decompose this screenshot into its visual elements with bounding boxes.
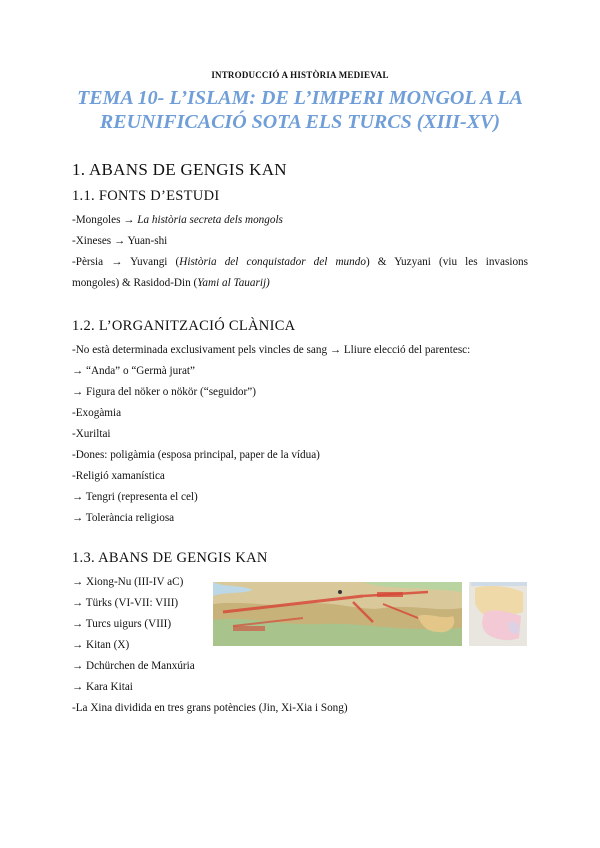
people-line: → Kara Kitai [72, 681, 133, 693]
people-line: → Türks (VI-VII: VIII) [72, 597, 179, 609]
source-mongoles: -Mongoles → La història secreta dels mongols [72, 214, 283, 226]
people-line: → Dchürchen de Manxúria [72, 660, 195, 672]
people-line: → Xiong-Nu (III-IV aC) [72, 576, 184, 588]
clan-line: -Religió xamanística [72, 470, 165, 482]
clan-line: -Exogàmia [72, 407, 122, 419]
source-xineses: -Xineses → Yuan-shi [72, 235, 168, 247]
clan-line: → Tolerància religiosa [72, 512, 175, 524]
clan-line: -Dones: poligàmia (esposa principal, paper de la vídua) [72, 449, 320, 461]
page-title [60, 86, 540, 134]
clan-line: → “Anda” o “Germà jurat” [72, 365, 196, 377]
china-map-image [469, 582, 527, 646]
section-1-3-heading: 1.3. ABANS DE GENGIS KAN [72, 550, 268, 566]
people-line: → Turcs uigurs (VIII) [72, 618, 172, 630]
source-persia-line2: mongoles) & Rasidod-Din (Yami al Tauarij) [72, 277, 270, 289]
clan-line: -No està determinada exclusivament pels vincles de sang → Lliure elecció del parentesc: [72, 344, 471, 356]
source-persia-line1: -Pèrsia → Yuvangi (Història del conquistador del mundo) & Yuzyani (viu les invasions [72, 256, 528, 268]
section-1-heading: 1. ABANS DE GENGIS KAN [72, 160, 287, 179]
title-line-2: REUNIFICACIÓ SOTA ELS TURCS (XIII-XV) [99, 111, 501, 133]
section-1-2-heading: 1.2. L’ORGANITZACIÓ CLÀNICA [72, 318, 296, 334]
section-1-1-heading: 1.1. FONTS D’ESTUDI [72, 188, 220, 204]
clan-line: → Figura del nöker o nökör (“seguidor”) [72, 386, 256, 398]
people-line: → Kitan (X) [72, 639, 130, 651]
people-line: -La Xina dividida en tres grans potències (Jin, Xi-Xia i Song) [72, 702, 348, 714]
migration-map-image [213, 582, 462, 646]
clan-line: -Xuriltai [72, 428, 111, 440]
clan-line: → Tengri (representa el cel) [72, 491, 198, 503]
course-kicker: INTRODUCCIÓ A HISTÒRIA MEDIEVAL [211, 70, 389, 80]
title-line-1: TEMA 10- L’ISLAM: DE L’IMPERI MONGOL A LA [77, 87, 523, 109]
